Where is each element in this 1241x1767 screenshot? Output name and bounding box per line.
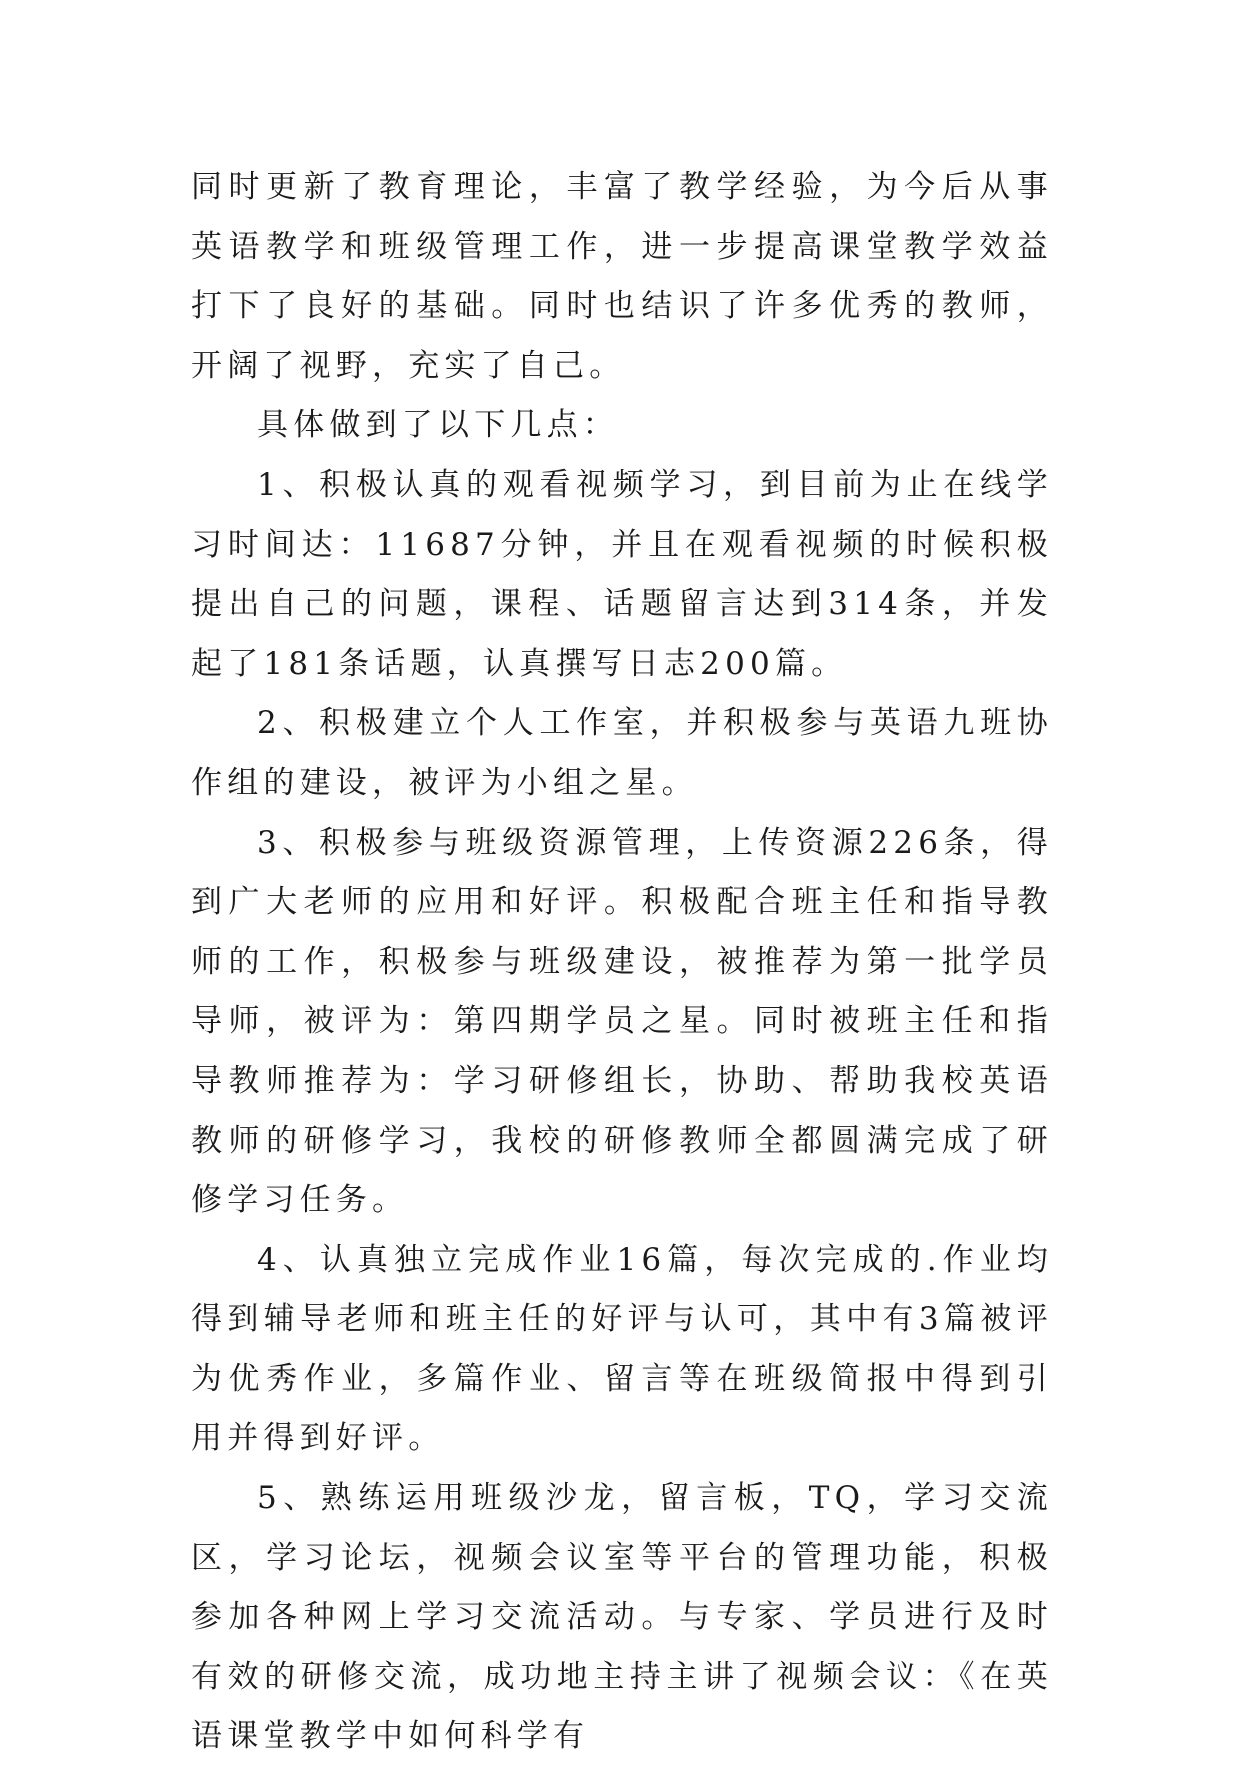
paragraph-point-5: 5、熟练运用班级沙龙，留言板，TQ，学习交流区，学习论坛，视频会议室等平台的管理功能，积极参加各种网上学习交流活动。与专家、学员进行及时有效的研修交流，成功地主持主讲了视频会议：《在英语课堂教学中如何科学有 <box>191 1480 1053 1755</box>
paragraph-point-1: 1、积极认真的观看视频学习，到目前为止在线学习时间达：11687分钟，并且在观看视频的时候积极提出自己的问题，课程、话题留言达到314条，并发起了181条话题，认真撰写日志200篇。 <box>191 466 1053 682</box>
document-body <box>191 158 1053 1767</box>
paragraph-intro-continued: 同时更新了教育理论，丰富了教学经验，为今后从事英语教学和班级管理工作，进一步提高课堂教学效益打下了良好的基础。同时也结识了许多优秀的教师，开阔了视野，充实了自己。 <box>191 169 1053 384</box>
paragraph-point-4: 4、认真独立完成作业16篇，每次完成的.作业均得到辅导老师和班主任的好评与认可，其中有3篇被评为优秀作业，多篇作业、留言等在班级简报中得到引用并得到好评。 <box>191 1241 1053 1457</box>
paragraph-point-2: 2、积极建立个人工作室，并积极参与英语九班协作组的建设，被评为小组之星。 <box>191 705 1053 801</box>
paragraph-summary-lead: 具体做到了以下几点： <box>257 407 619 444</box>
paragraph-point-3: 3、积极参与班级资源管理，上传资源226条，得到广大老师的应用和好评。积极配合班主任和指导教师的工作，积极参与班级建设，被推荐为第一批学员导师，被评为：第四期学员之星。同时被班主任和指导教师推荐为：学习研修组长，协助、帮助我校英语教师的研修学习，我校的研修教师全都圆满完成了研修学习任务。 <box>191 824 1053 1219</box>
